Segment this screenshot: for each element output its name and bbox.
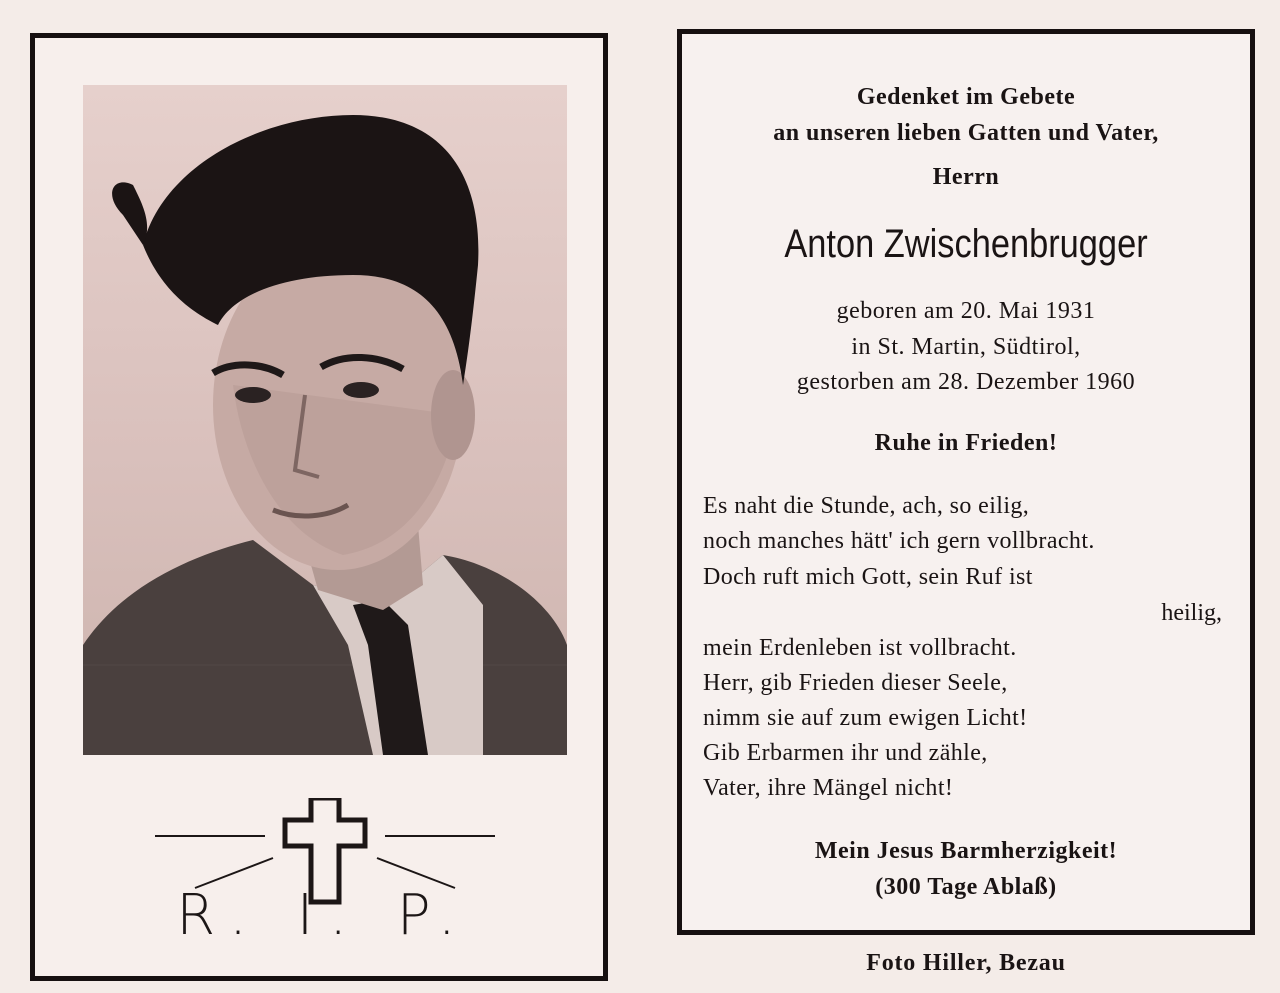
poem-line-2: noch manches hätt' ich gern vollbracht. (703, 528, 1095, 554)
poem-line-1: Es naht die Stunde, ach, so eilig, (703, 493, 1030, 519)
portrait-photo (83, 85, 567, 755)
memorial-text-card (677, 29, 1255, 935)
deceased-name: Anton Zwischenbrugger (784, 222, 1148, 266)
intro-line-3: Herrn (932, 164, 1000, 190)
birthplace-line: in St. Martin, Südtirol, (851, 334, 1081, 360)
intro-line-2: an unseren lieben Gatten und Vater, (773, 120, 1159, 146)
rip-emblem-text: R. I. P. (176, 883, 472, 948)
intro-line-1: Gedenket im Gebete (856, 84, 1076, 110)
poem-line-9: Vater, ihre Mängel nicht! (703, 775, 954, 801)
poem-line-3: Doch ruft mich Gott, sein Ruf ist (703, 564, 1033, 590)
portrait-card (30, 33, 608, 981)
poem-line-8: Gib Erbarmen ihr und zähle, (703, 740, 988, 766)
closing-prayer (682, 838, 1250, 865)
rest-in-peace: Ruhe in Frieden! (874, 430, 1058, 456)
birth-line: geboren am 20. Mai 1931 (836, 298, 1096, 324)
closing-prayer-text: Mein Jesus Barmherzigkeit! (814, 838, 1118, 864)
death-line: gestorben am 28. Dezember 1960 (796, 369, 1136, 395)
poem-line-5: mein Erdenleben ist vollbracht. (703, 635, 1017, 661)
photographer-credit: Foto Hiller, Bezau (866, 950, 1066, 976)
indulgence-note: (300 Tage Ablaß) (875, 874, 1057, 900)
portrait-illustration (83, 85, 567, 755)
poem-line-7: nimm sie auf zum ewigen Licht! (703, 705, 1028, 731)
poem-line-6: Herr, gib Frieden dieser Seele, (703, 670, 1008, 696)
poem-line-4: heilig, (1161, 600, 1222, 626)
